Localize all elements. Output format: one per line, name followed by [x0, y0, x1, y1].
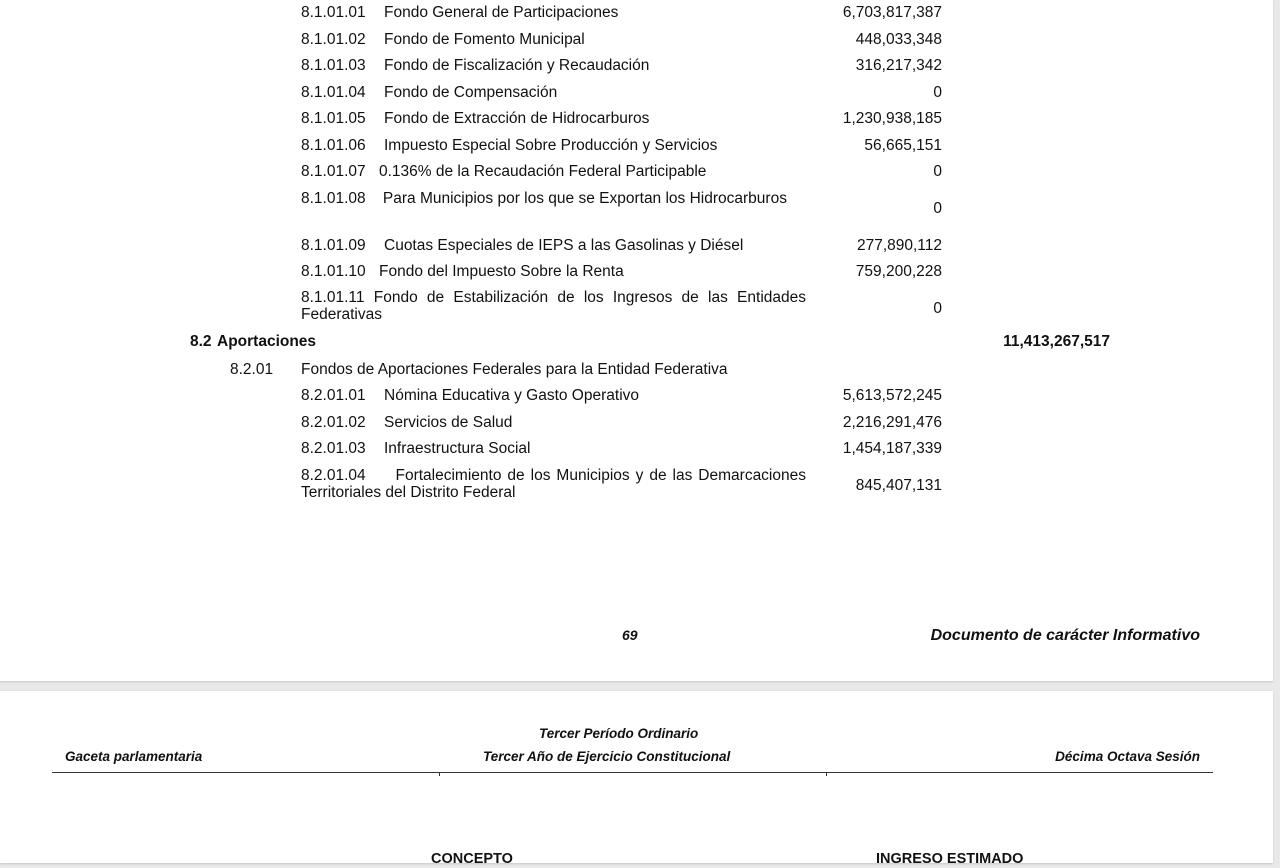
row-code: 8.2.01.03	[301, 440, 366, 457]
section-code: 8.2	[190, 333, 212, 350]
document-page-next	[0, 691, 1273, 867]
row-code: 8.1.01.05	[301, 110, 366, 127]
row-label: Servicios de Salud	[384, 414, 513, 431]
row-label: Cuotas Especiales de IEPS a las Gasolinas y Diésel	[384, 237, 744, 254]
row-amount: 0	[933, 84, 942, 101]
row-code: 8.1.01.02	[301, 31, 366, 48]
row-code: 8.1.01.07	[301, 163, 366, 180]
row-label: Infraestructura Social	[384, 440, 531, 457]
subsection-label: Fondos de Aportaciones Federales para la Entidad Federativa	[301, 361, 728, 378]
row-label: Fondo de Fiscalización y Recaudación	[384, 57, 650, 74]
row-amount: 1,230,938,185	[842, 110, 942, 127]
row-description	[301, 289, 806, 323]
section-label: Aportaciones	[217, 333, 317, 350]
row-amount: 277,890,112	[856, 237, 942, 254]
row-label: Fortalecimiento de los Municipios y de las Demarcaciones Territoriales del Distrito Federal	[301, 467, 806, 501]
row-description	[301, 190, 806, 207]
row-amount: 5,613,572,245	[842, 387, 942, 404]
row-amount: 6,703,817,387	[842, 4, 942, 21]
row-label: Impuesto Especial Sobre Producción y Servicios	[384, 137, 718, 154]
row-code: 8.1.01.03	[301, 57, 366, 74]
row-amount: 845,407,131	[855, 477, 942, 494]
row-amount: 448,033,348	[855, 31, 942, 48]
row-label: Fondo del Impuesto Sobre la Renta	[379, 263, 624, 280]
page-number: 69	[622, 627, 638, 643]
header-rule-tick	[439, 772, 440, 776]
row-label: Fondo General de Participaciones	[384, 4, 619, 21]
row-code: 8.1.01.09	[301, 237, 366, 254]
row-code: 8.1.01.01	[301, 4, 366, 21]
header-rule-tick	[826, 772, 827, 776]
subsection-code: 8.2.01	[230, 361, 274, 378]
header-center-line2: Tercer Año de Ejercicio Constitucional	[483, 749, 731, 764]
row-code: 8.1.01.08	[301, 190, 366, 207]
row-label: Fondo de Estabilización de los Ingresos de las Entidades Federativas	[301, 289, 806, 323]
row-label: Para Municipios por los que se Exportan los Hidrocarburos	[382, 190, 787, 207]
row-amount: 2,216,291,476	[842, 414, 942, 431]
row-code: 8.1.01.11	[301, 289, 365, 306]
row-amount: 56,665,151	[864, 137, 942, 154]
row-label: 0.136% de la Recaudación Federal Participable	[379, 163, 707, 180]
row-code: 8.1.01.06	[301, 137, 366, 154]
row-amount: 0	[933, 300, 942, 317]
row-amount: 759,200,228	[855, 263, 942, 280]
footer-note: Documento de carácter Informativo	[930, 627, 1200, 644]
row-amount: 0	[933, 200, 942, 217]
section-total: 11,413,267,517	[1003, 333, 1110, 350]
header-right: Décima Octava Sesión	[1055, 749, 1200, 764]
row-amount: 316,217,342	[855, 57, 942, 74]
row-label: Fondo de Fomento Municipal	[384, 31, 585, 48]
column-header-concepto: CONCEPTO	[431, 851, 513, 867]
column-header-ingreso-estimado: INGRESO ESTIMADO	[876, 851, 1024, 867]
row-amount: 1,454,187,339	[842, 440, 942, 457]
row-code: 8.2.01.01	[301, 387, 366, 404]
row-code: 8.2.01.04	[301, 467, 366, 484]
row-label: Nómina Educativa y Gasto Operativo	[384, 387, 640, 404]
header-center-line1: Tercer Período Ordinario	[539, 726, 699, 741]
row-amount: 0	[933, 163, 942, 180]
row-code: 8.1.01.04	[301, 84, 366, 101]
row-label: Fondo de Compensación	[384, 84, 558, 101]
row-description	[301, 467, 806, 501]
row-code: 8.2.01.02	[301, 414, 366, 431]
header-rule	[52, 772, 1213, 773]
row-label: Fondo de Extracción de Hidrocarburos	[384, 110, 650, 127]
header-left: Gaceta parlamentaria	[65, 749, 203, 764]
row-code: 8.1.01.10	[301, 263, 366, 280]
